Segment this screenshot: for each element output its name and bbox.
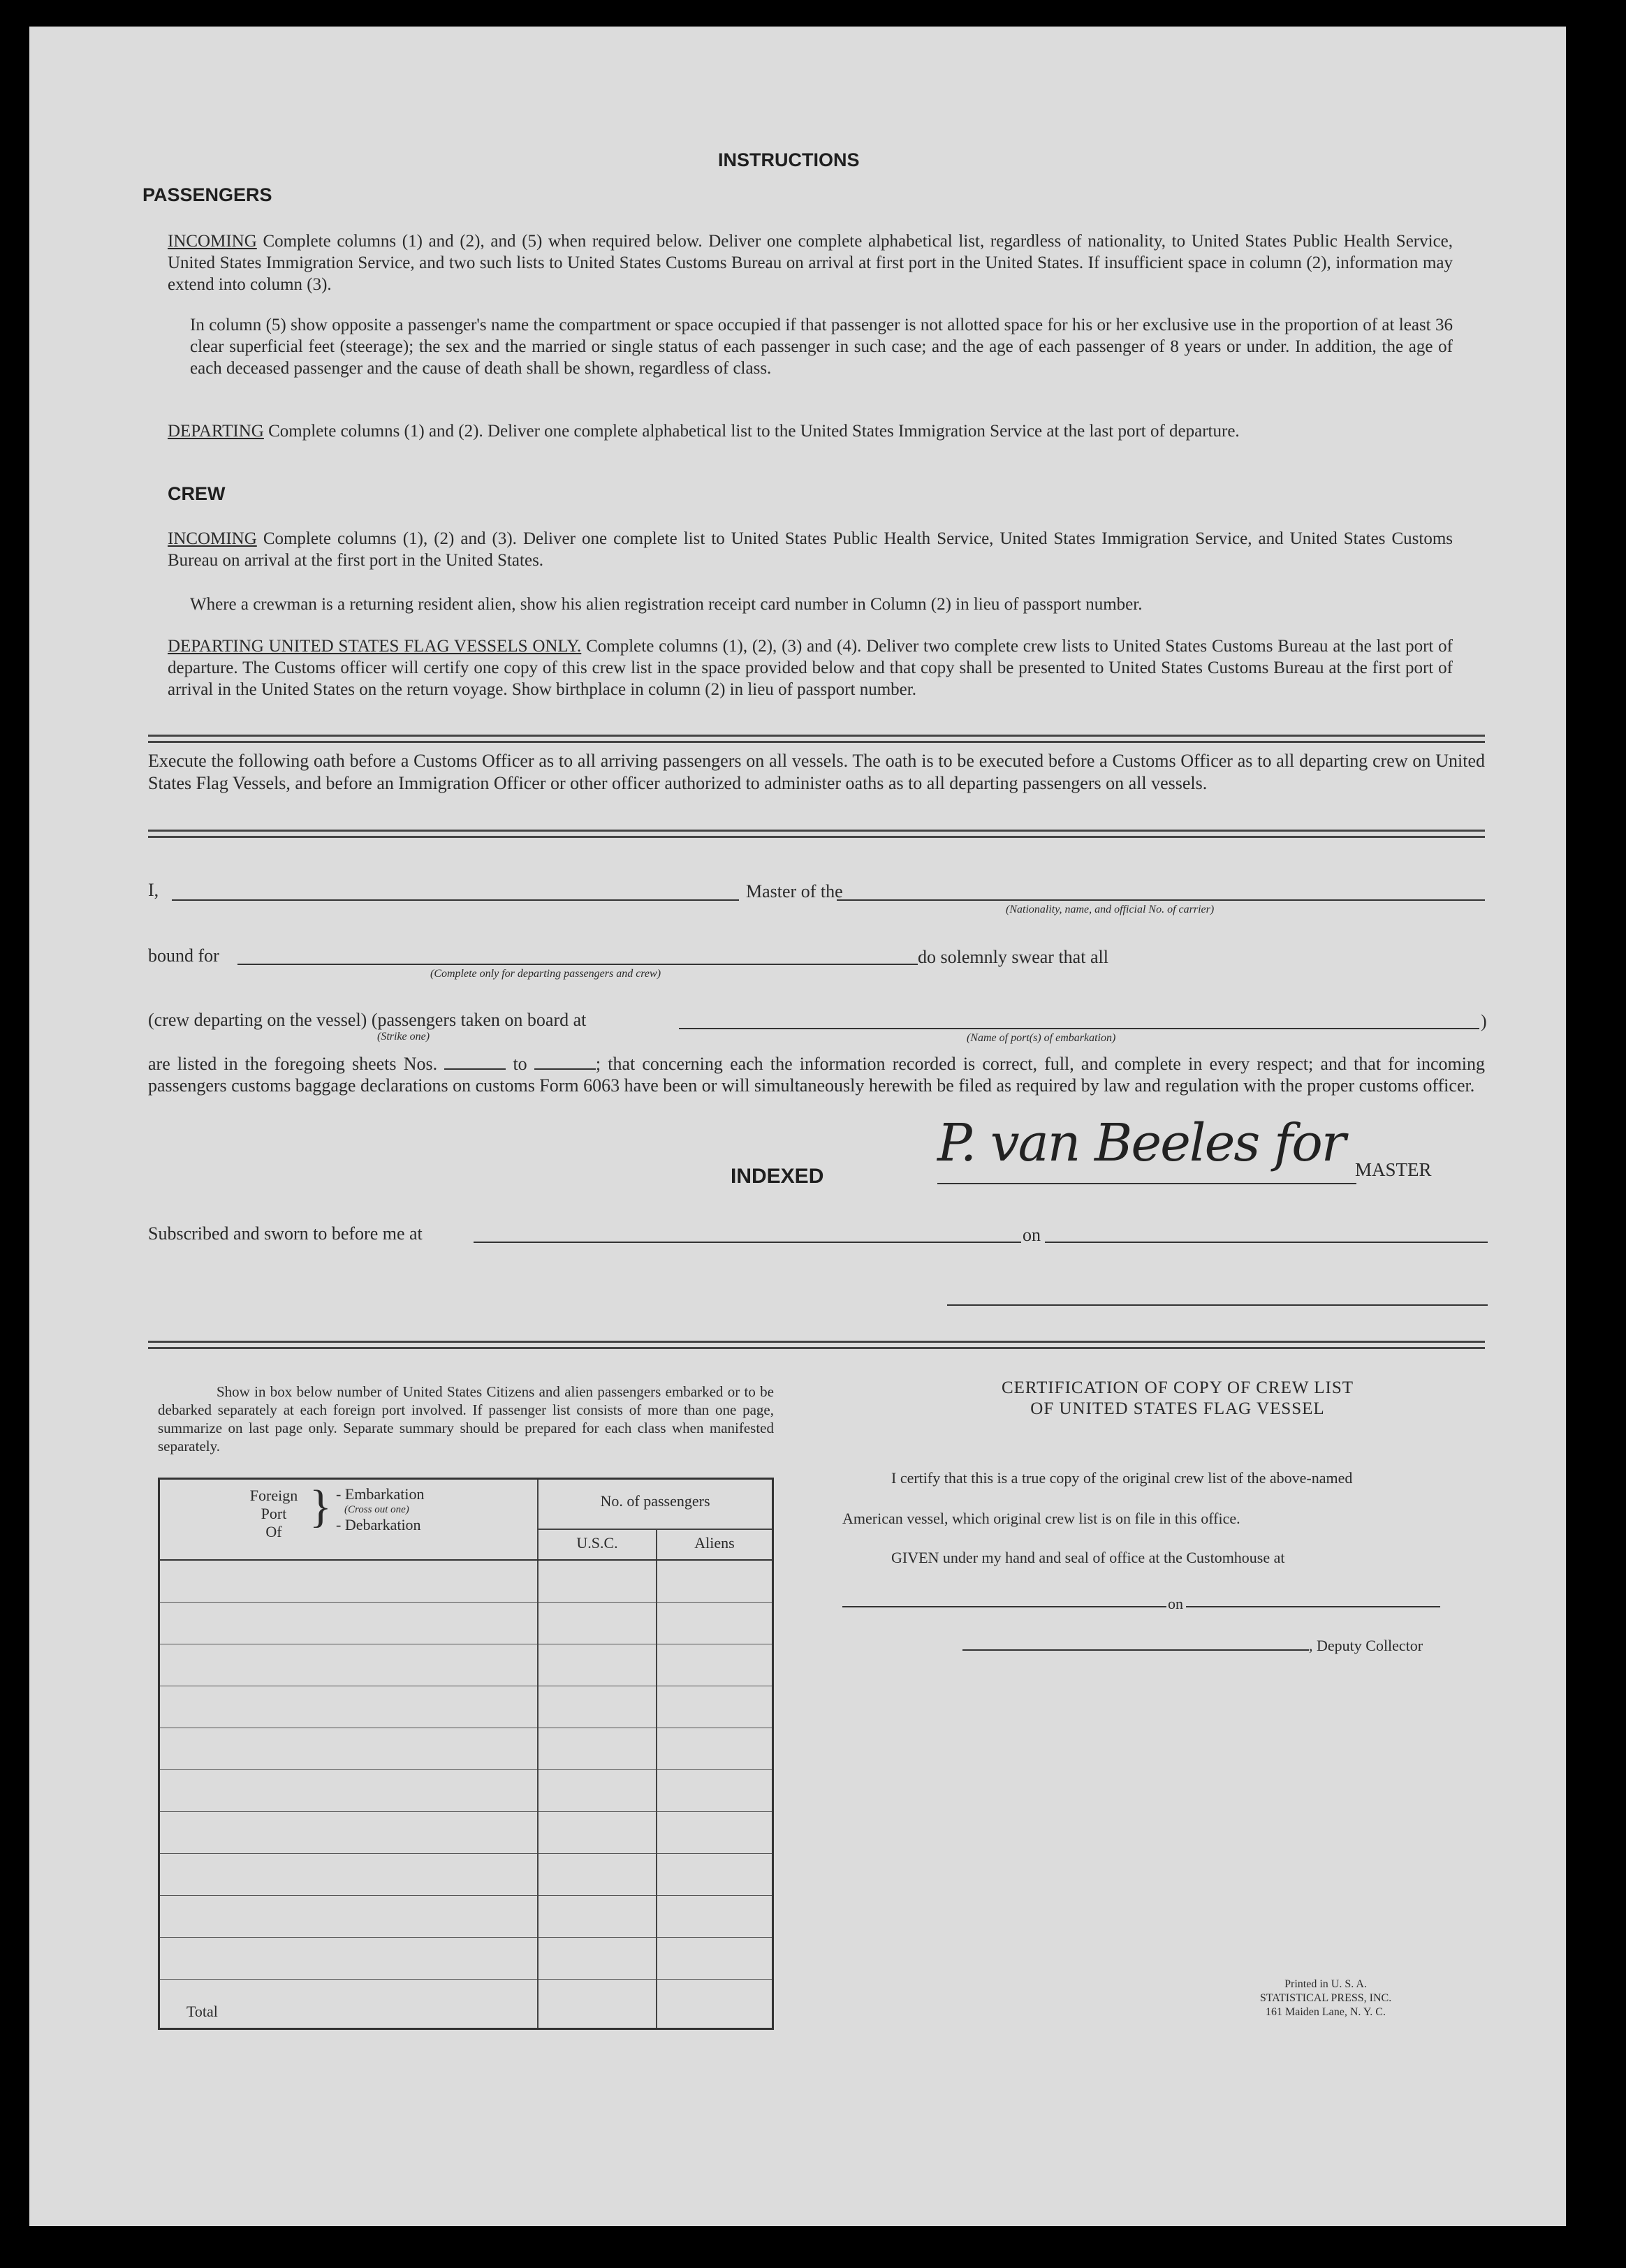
usc-cell[interactable]	[538, 1644, 657, 1686]
aliens-cell[interactable]	[657, 1896, 773, 1938]
sworn-place-field[interactable]	[474, 1242, 1021, 1243]
summary-instructions: Show in box below number of United States Citizens and alien passengers embarked or to be debarked separately at each foreign port involved. If passenger list consists of more than one page, summarize on last page only. Separate summary should be prepared for each class when manifested separately.	[158, 1383, 774, 1455]
instructions-title: INSTRUCTIONS	[718, 149, 860, 170]
table-row	[159, 1812, 773, 1854]
carrier-caption: (Nationality, name, and official No. of carrier)	[1006, 904, 1215, 915]
passengers-departing-text: Complete columns (1) and (2). Deliver one complete alphabetical list to the United States Immigration Service at the last port of departure.	[268, 422, 1240, 441]
master-of-the-label: Master of the	[746, 881, 843, 901]
total-row	[159, 1980, 773, 2029]
divider-rule	[148, 735, 1485, 743]
port-cell[interactable]	[159, 1644, 539, 1686]
oath-i-label: I,	[148, 880, 159, 900]
sworn-on-label: on	[1023, 1225, 1041, 1245]
indexed-stamp: INDEXED	[731, 1165, 824, 1188]
listed-to: to	[513, 1054, 527, 1074]
crew-departing-label: DEPARTING UNITED STATES FLAG VESSELS ONLY.	[168, 637, 582, 656]
certification-line-3: GIVEN under my hand and seal of office at the Customhouse at	[891, 1549, 1285, 1566]
brace-icon: }	[309, 1481, 332, 1532]
listed-text-1: are listed in the foregoing sheets Nos.	[148, 1054, 438, 1074]
port-cell[interactable]	[159, 1770, 539, 1812]
certification-date-field[interactable]	[1186, 1606, 1440, 1607]
certification-heading-2: OF UNITED STATES FLAG VESSEL	[1030, 1399, 1325, 1418]
master-label: MASTER	[1355, 1159, 1432, 1180]
crew-departing-label: (crew departing on the vessel) (passengers taken on board at	[148, 1010, 587, 1030]
table-row	[159, 1854, 773, 1896]
crew-heading: CREW	[168, 483, 226, 504]
foreign-port-of-label: Foreign Port Of	[249, 1487, 298, 1540]
aliens-cell[interactable]	[657, 1644, 773, 1686]
divider-rule	[148, 1341, 1485, 1349]
usc-cell[interactable]	[538, 1938, 657, 1980]
printer-imprint	[1217, 1978, 1435, 2019]
aliens-cell[interactable]	[657, 1854, 773, 1896]
passengers-header-cell	[538, 1479, 773, 1561]
sheet-from-field[interactable]	[444, 1068, 506, 1070]
strike-one-caption: (Strike one)	[377, 1031, 430, 1043]
usc-cell[interactable]	[538, 1686, 657, 1728]
table-row	[159, 1770, 773, 1812]
port-header-cell	[159, 1479, 539, 1561]
total-aliens-cell[interactable]	[657, 1980, 773, 2029]
ports-caption: (Name of port(s) of embarkation)	[967, 1032, 1116, 1044]
close-paren: )	[1481, 1011, 1487, 1031]
officer-signature-field[interactable]	[947, 1304, 1488, 1306]
master-name-field[interactable]	[172, 899, 739, 901]
total-label: Total	[186, 2003, 218, 2020]
crew-resident-paragraph: Where a crewman is a returning resident alien, show his alien registration receipt card number in Column (2) in lieu of passport number.	[190, 595, 1143, 614]
usc-cell[interactable]	[538, 1728, 657, 1770]
aliens-cell[interactable]	[657, 1770, 773, 1812]
passengers-incoming-paragraph	[168, 230, 1453, 295]
table-row	[159, 1560, 773, 1603]
aliens-label: Aliens	[694, 1534, 735, 1552]
table-row	[159, 1603, 773, 1644]
total-usc-cell[interactable]	[538, 1980, 657, 2029]
aliens-cell[interactable]	[657, 1560, 773, 1603]
passengers-incoming-text: Complete columns (1) and (2), and (5) when required below. Deliver one complete alphabetical list, regardless of nationality, to United States Public Health Service, United States Immigration Service, and two such lists to United States Customs Bureau on arrival at first port in the United States. If insufficient space in column (2), information may extend into column (3).	[168, 232, 1453, 294]
port-cell[interactable]	[159, 1854, 539, 1896]
form-page	[29, 27, 1566, 2226]
usc-cell[interactable]	[538, 1896, 657, 1938]
passengers-departing-paragraph	[168, 420, 1453, 442]
table-row	[159, 1686, 773, 1728]
certification-line-2: American vessel, which original crew list is on file in this office.	[842, 1510, 1240, 1527]
crew-incoming-text: Complete columns (1), (2) and (3). Deliver one complete list to United States Public Health Service, United States Immigration Service, and United States Customs Bureau on arrival at the first port in the United States.	[168, 529, 1453, 570]
signature-line	[937, 1183, 1356, 1184]
table-row	[159, 1644, 773, 1686]
embarkation-option[interactable]: - Embarkation	[336, 1485, 425, 1503]
table-header-row	[159, 1479, 773, 1561]
port-cell[interactable]	[159, 1603, 539, 1644]
port-cell[interactable]	[159, 1728, 539, 1770]
no-passengers-label: No. of passengers	[539, 1480, 772, 1530]
usc-cell[interactable]	[538, 1812, 657, 1854]
embarkation-ports-field[interactable]	[679, 1028, 1479, 1029]
aliens-cell[interactable]	[657, 1728, 773, 1770]
customhouse-field[interactable]	[842, 1606, 1166, 1607]
usc-label: U.S.C.	[539, 1530, 657, 1559]
master-signature: P. van Beeles for	[937, 1113, 1345, 1173]
aliens-cell[interactable]	[657, 1938, 773, 1980]
certification-line-1: I certify that this is a true copy of the original crew list of the above-named	[891, 1469, 1353, 1487]
port-cell[interactable]	[159, 1938, 539, 1980]
aliens-cell[interactable]	[657, 1812, 773, 1854]
table-row	[159, 1896, 773, 1938]
usc-cell[interactable]	[538, 1854, 657, 1896]
aliens-cell[interactable]	[657, 1603, 773, 1644]
bound-for-caption: (Complete only for departing passengers and crew)	[430, 968, 661, 980]
debarkation-option[interactable]: - Debarkation	[336, 1516, 421, 1533]
usc-cell[interactable]	[538, 1770, 657, 1812]
port-cell[interactable]	[159, 1560, 539, 1603]
usc-cell[interactable]	[538, 1603, 657, 1644]
table-row	[159, 1728, 773, 1770]
bound-for-field[interactable]	[237, 964, 918, 965]
printer-line-3: 161 Maiden Lane, N. Y. C.	[1266, 2006, 1386, 2018]
port-cell[interactable]	[159, 1686, 539, 1728]
passenger-summary-table	[158, 1478, 774, 2030]
bound-for-label: bound for	[148, 945, 219, 966]
table-row	[159, 1938, 773, 1980]
embark-debark-label: - Embarkation (Cross out one) - Debarkation	[336, 1485, 425, 1533]
carrier-field[interactable]	[837, 899, 1485, 901]
passengers-heading: PASSENGERS	[142, 184, 272, 205]
certification-heading-1: CERTIFICATION OF COPY OF CREW LIST	[1001, 1378, 1354, 1397]
aliens-cell[interactable]	[657, 1686, 773, 1728]
listed-paragraph	[148, 1053, 1485, 1096]
deputy-collector-label: , Deputy Collector	[1309, 1637, 1423, 1654]
crew-incoming-paragraph	[168, 528, 1453, 571]
crew-departing-text: Complete columns (1), (2), (3) and (4). Deliver two complete crew lists to United States Customs Bureau at the last port of departure. The Customs officer will certify one copy of this crew list in the space provided below and that copy shall be presented to United States Customs Bureau at the first port of arrival in the United States on the return voyage. Show birthplace in column (2) in lieu of passport number.	[168, 637, 1453, 699]
crew-departing-paragraph	[168, 635, 1453, 700]
crew-incoming-label: INCOMING	[168, 529, 257, 548]
subscribed-label: Subscribed and sworn to before me at	[148, 1223, 423, 1244]
passengers-departing-label: DEPARTING	[168, 422, 264, 441]
certification-on-label: on	[1168, 1595, 1183, 1612]
printer-line-2: STATISTICAL PRESS, INC.	[1259, 1992, 1392, 2004]
printer-line-1: Printed in U. S. A.	[1284, 1978, 1367, 1990]
divider-rule	[148, 830, 1485, 838]
port-cell[interactable]	[159, 1812, 539, 1854]
listed-text-2: ; that concerning each the information recorded is correct, full, and complete in every respect; and that for incoming passengers customs baggage declarations on customs Form 6063 have been or will simultaneously herewith be filed as required by law and regulation with the proper customs officer.	[148, 1054, 1485, 1096]
passengers-column5-paragraph: In column (5) show opposite a passenger's name the compartment or space occupied if that passenger is not allotted space for his or her exclusive use in the proportion of at least 36 clear superficial feet (steerage); the sex and the married or single status of each passenger in such case; and the age of each passenger of 8 years or under. In addition, the age of each deceased passenger and the cause of death shall be shown, regardless of class.	[190, 316, 1453, 378]
oath-intro: Execute the following oath before a Customs Officer as to all arriving passengers on all vessels. The oath is to be executed before a Customs Officer as to all departing crew on United States Flag Vessels, and before an Immigration Officer or other officer authorized to administer oaths as to all departing passengers on all vessels.	[148, 751, 1485, 793]
sheet-to-field[interactable]	[534, 1068, 596, 1070]
summary-rows	[159, 1560, 773, 1980]
port-cell[interactable]	[159, 1896, 539, 1938]
passengers-incoming-label: INCOMING	[168, 232, 257, 251]
swear-label: do solemnly swear that all	[918, 947, 1108, 967]
sworn-date-field[interactable]	[1045, 1242, 1488, 1243]
usc-cell[interactable]	[538, 1560, 657, 1603]
deputy-signature-field[interactable]	[962, 1649, 1309, 1651]
